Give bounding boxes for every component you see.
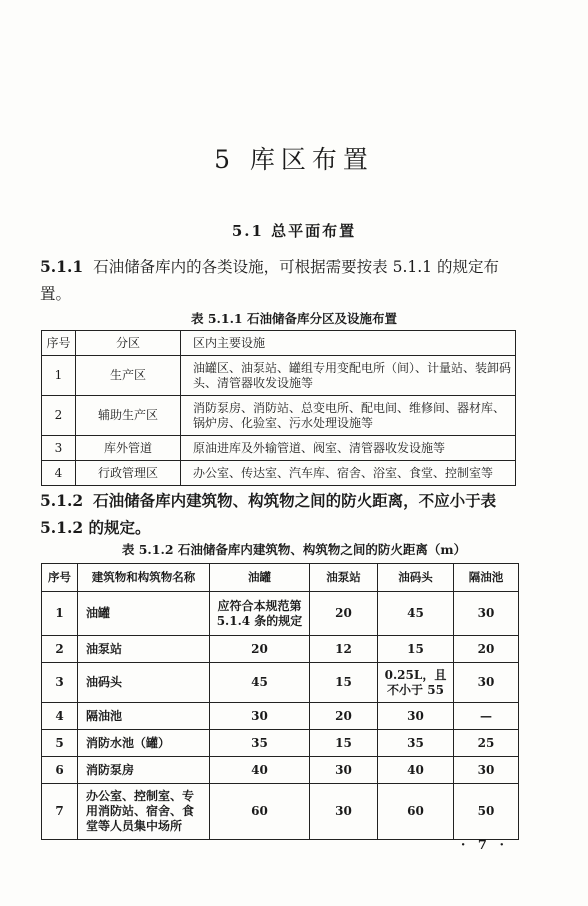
distance-oil-separator: 30 — [454, 592, 519, 636]
page-number: · 7 · — [460, 838, 508, 853]
clause-text: 石油储备库内的各类设施，可根据需要按表 5.1.1 的规定布置。 — [40, 258, 499, 303]
distance-oil-separator: 20 — [454, 636, 519, 663]
distance-tank: 45 — [210, 663, 310, 703]
distance-wharf: 60 — [378, 784, 454, 840]
table-row — [42, 396, 516, 436]
header-cell: 油泵站 — [310, 564, 378, 592]
building-name: 消防泵房 — [78, 757, 210, 784]
table-row — [42, 636, 519, 663]
distance-wharf: 30 — [378, 703, 454, 730]
distance-pump-station: 15 — [310, 730, 378, 757]
distance-pump-station: 30 — [310, 784, 378, 840]
table-caption: 表 5.1.2 石油储备库内建筑物、构筑物之间的防火距离（m） — [121, 542, 467, 557]
table-row — [42, 436, 516, 461]
header-cell: 序号 — [42, 331, 76, 356]
zone-name: 生产区 — [76, 356, 181, 396]
row-number: 6 — [42, 757, 78, 784]
header-cell: 区内主要设施 — [181, 331, 516, 356]
distance-pump-station: 30 — [310, 757, 378, 784]
distance-pump-station: 20 — [310, 592, 378, 636]
building-name: 油罐 — [78, 592, 210, 636]
clause-5-1-2 — [40, 487, 516, 541]
building-name: 油码头 — [78, 663, 210, 703]
header-cell: 序号 — [42, 564, 78, 592]
clause-number: 5.1.2 — [40, 491, 84, 510]
header-cell: 隔油池 — [454, 564, 519, 592]
row-number: 2 — [42, 396, 76, 436]
row-number: 5 — [42, 730, 78, 757]
row-number: 7 — [42, 784, 78, 840]
distance-oil-separator: 25 — [454, 730, 519, 757]
table-row — [42, 592, 519, 636]
distance-wharf: 15 — [378, 636, 454, 663]
table-row — [42, 784, 519, 840]
distance-oil-separator: 30 — [454, 757, 519, 784]
table-row — [42, 703, 519, 730]
zone-facilities: 办公室、传达室、汽车库、宿舍、浴室、食堂、控制室等 — [181, 461, 516, 486]
clause-5-1-1 — [40, 253, 516, 308]
row-number: 1 — [42, 356, 76, 396]
distance-oil-separator: 30 — [454, 663, 519, 703]
table-row — [42, 757, 519, 784]
zoning-table — [41, 330, 516, 486]
distance-tank: 20 — [210, 636, 310, 663]
distance-pump-station: 20 — [310, 703, 378, 730]
fire-distance-table — [41, 563, 519, 840]
distance-wharf: 40 — [378, 757, 454, 784]
row-number: 3 — [42, 436, 76, 461]
distance-oil-separator: 50 — [454, 784, 519, 840]
distance-tank: 40 — [210, 757, 310, 784]
distance-tank: 应符合本规范第 5.1.4 条的规定 — [210, 592, 310, 636]
zone-name: 库外管道 — [76, 436, 181, 461]
clause-text: 石油储备库内建筑物、构筑物之间的防火距离，不应小于表 5.1.2 的规定。 — [40, 491, 497, 537]
section-title: 5.1 总平面布置 — [231, 222, 357, 240]
distance-pump-station: 15 — [310, 663, 378, 703]
building-name: 办公室、控制室、专用消防站、宿舍、食堂等人员集中场所 — [78, 784, 210, 840]
chapter-title: 5 库区布置 — [214, 145, 374, 174]
building-name: 隔油池 — [78, 703, 210, 730]
row-number: 2 — [42, 636, 78, 663]
row-number: 4 — [42, 461, 76, 486]
header-cell: 分区 — [76, 331, 181, 356]
distance-wharf: 0.25L，且不小于 55 — [378, 663, 454, 703]
distance-wharf: 35 — [378, 730, 454, 757]
header-cell: 建筑物和构筑物名称 — [78, 564, 210, 592]
header-cell: 油码头 — [378, 564, 454, 592]
building-name: 消防水池（罐） — [78, 730, 210, 757]
row-number: 3 — [42, 663, 78, 703]
header-cell: 油罐 — [210, 564, 310, 592]
building-name: 油泵站 — [78, 636, 210, 663]
table-caption: 表 5.1.1 石油储备库分区及设施布置 — [190, 311, 397, 326]
table-row — [42, 730, 519, 757]
table-row — [42, 663, 519, 703]
distance-oil-separator: — — [454, 703, 519, 730]
clause-number: 5.1.1 — [40, 257, 84, 276]
distance-tank: 30 — [210, 703, 310, 730]
table-row — [42, 461, 516, 486]
zone-facilities: 原油进库及外输管道、阀室、清管器收发设施等 — [181, 436, 516, 461]
zone-name: 行政管理区 — [76, 461, 181, 486]
zone-facilities: 消防泵房、消防站、总变电所、配电间、维修间、器材库、锅炉房、化验室、污水处理设施等 — [181, 396, 516, 436]
distance-wharf: 45 — [378, 592, 454, 636]
table-row — [42, 356, 516, 396]
zone-facilities: 油罐区、油泵站、罐组专用变配电所（间）、计量站、装卸码头、清管器收发设施等 — [181, 356, 516, 396]
zone-name: 辅助生产区 — [76, 396, 181, 436]
row-number: 4 — [42, 703, 78, 730]
distance-tank: 60 — [210, 784, 310, 840]
distance-tank: 35 — [210, 730, 310, 757]
row-number: 1 — [42, 592, 78, 636]
distance-pump-station: 12 — [310, 636, 378, 663]
